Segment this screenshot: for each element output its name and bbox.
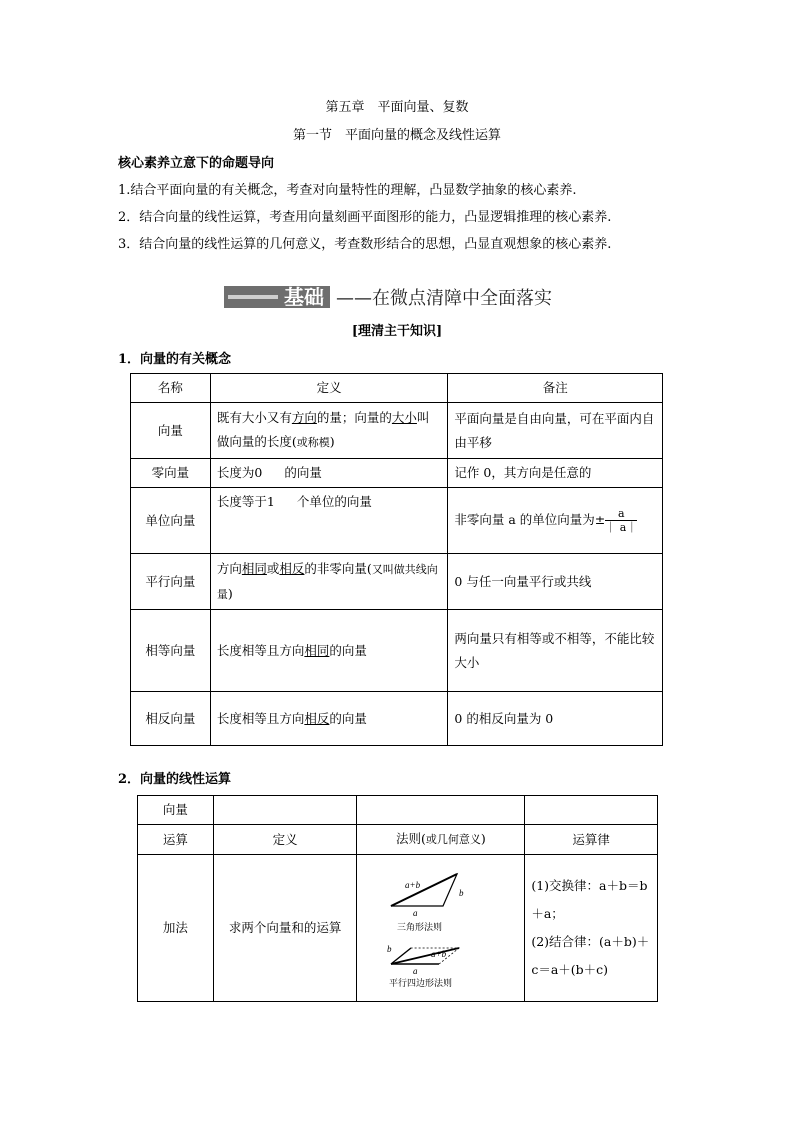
core-item-1: 1.结合平面向量的有关概念，考查对向量特性的理解，凸显数学抽象的核心素养.: [118, 183, 577, 198]
section-banner: [224, 284, 552, 310]
parallelogram-rule-label: 平行四边形法则: [388, 979, 452, 988]
table-header-row: [131, 374, 663, 403]
banner-key: 基础: [282, 286, 330, 308]
row-name: 相反向量: [131, 692, 211, 746]
header-rule: 法则(或几何意义): [357, 825, 525, 855]
row-definition: 长度为0 的向量: [210, 459, 448, 488]
table-row: [138, 855, 658, 1002]
row-note: 平面向量是自由向量，可在平面内自由平移: [448, 403, 663, 459]
law-commutative-line2: ＋a；: [531, 906, 564, 921]
header-definition: 定义: [210, 374, 448, 403]
core-item-2: 2．结合向量的线性运算，考查用向量刻画平面图形的能力，凸显逻辑推理的核心素养.: [118, 210, 612, 225]
triangle-ab-label: a+b: [404, 880, 420, 890]
header-law: 运算律: [525, 825, 658, 855]
table-row: [131, 692, 663, 746]
table-row: [131, 403, 663, 459]
row-definition: 长度等于1 个单位的向量: [210, 488, 448, 554]
row-name: 向量: [131, 403, 211, 459]
part2-heading: 2．向量的线性运算: [118, 772, 232, 787]
triangle-sum-vector: [391, 874, 457, 906]
table-row: [131, 610, 663, 692]
triangle-rule-label: 三角形法则: [396, 923, 442, 933]
parallelogram-b-label: b: [386, 944, 392, 954]
row-name: 平行向量: [131, 554, 211, 610]
row-note: 记作 0，其方向是任意的: [448, 459, 663, 488]
concept-table: [130, 373, 663, 746]
triangle-b-label: b: [458, 888, 464, 898]
row-name: 相等向量: [131, 610, 211, 692]
part1-heading: 1．向量的有关概念: [118, 352, 232, 367]
chapter-title: 第五章 平面向量、复数: [325, 100, 469, 115]
row-definition: 既有大小又有方向的量；向量的大小叫做向量的长度(或称模): [210, 403, 448, 459]
op-definition: 求两个向量和的运算: [213, 855, 357, 1002]
header-note: 备注: [448, 374, 663, 403]
parallelogram-ab-label: a+b: [430, 949, 446, 959]
vector-addition-figure: [361, 868, 521, 988]
table-header-row: [138, 796, 658, 825]
row-note: 0 的相反向量为 0: [448, 692, 663, 746]
section-title: 第一节 平面向量的概念及线性运算: [292, 128, 501, 143]
table-header-row: [138, 825, 658, 855]
row-name: 单位向量: [131, 488, 211, 554]
triangle-a-label: a: [412, 908, 418, 918]
row-definition: 方向相同或相反的非零向量(又叫做共线向量): [210, 554, 448, 610]
header-operation: 运算: [138, 825, 214, 855]
table-row: [131, 488, 663, 554]
row-note: 两向量只有相等或不相等，不能比较大小: [448, 610, 663, 692]
table-row: [131, 554, 663, 610]
core-item-3: 3．结合向量的线性运算的几何意义，考查数形结合的思想，凸显直观想象的核心素养.: [118, 237, 612, 252]
parallelogram-a-label: a: [412, 966, 418, 976]
law-associative-line2: c＝a＋(b＋c): [531, 962, 609, 977]
core-heading: 核心素养立意下的命题导向: [118, 156, 275, 171]
row-note: 0 与任一向量平行或共线: [448, 554, 663, 610]
row-note: 非零向量 a 的单位向量为± $\frac{a}{| a|}$: [448, 488, 663, 554]
header-definition: 定义: [213, 825, 357, 855]
header-name: 名称: [131, 374, 211, 403]
row-definition: 长度相等且方向相同的向量: [210, 610, 448, 692]
row-definition: 长度相等且方向相反的向量: [210, 692, 448, 746]
row-name: 零向量: [131, 459, 211, 488]
unit-vector-fraction: $\frac{a}{| a|}$: [605, 507, 638, 534]
header-vector: 向量: [138, 796, 214, 825]
banner-bar-decoration: [224, 286, 282, 308]
table-row: [131, 459, 663, 488]
op-rule-figure: [357, 855, 525, 1002]
knowledge-heading: [理清主干知识]: [351, 324, 443, 339]
op-laws: [525, 855, 658, 1002]
linear-operations-table: [137, 795, 658, 1002]
op-name: 加法: [138, 855, 214, 1002]
law-associative-line1: (2)结合律：(a＋b)＋: [531, 934, 650, 949]
banner-subtitle: ——在微点清障中全面落实: [336, 288, 552, 309]
law-commutative-line1: (1)交换律：a＋b＝b: [531, 878, 648, 893]
